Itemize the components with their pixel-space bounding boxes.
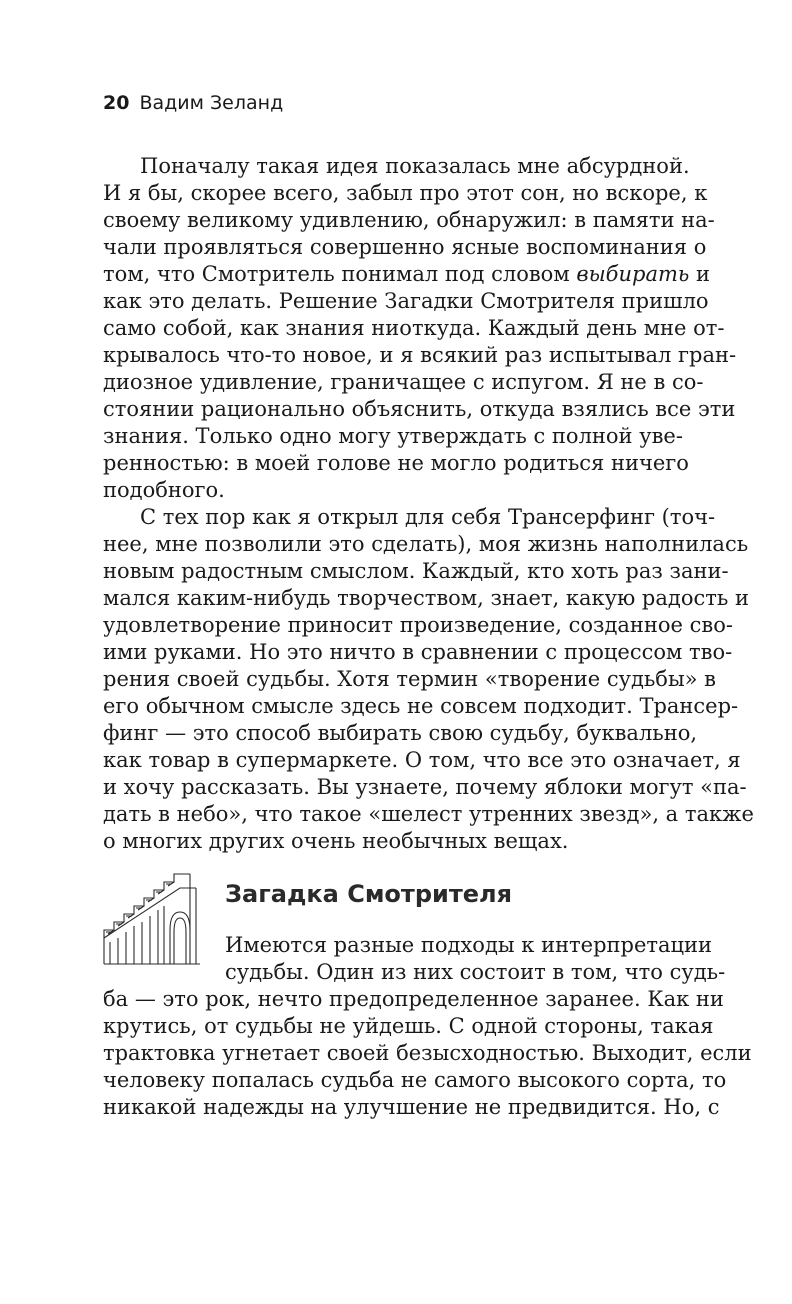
text-line: С тех пор как я открыл для себя Трансерфинг (точ- bbox=[140, 505, 716, 529]
author-name: Вадим Зеланд bbox=[139, 92, 284, 114]
text-line: Поначалу такая идея показалась мне абсурдной. bbox=[140, 154, 690, 178]
text-line: Имеются разные подходы к интерпретации bbox=[225, 933, 713, 957]
text-line: знания. Только одно могу утверждать с полной уве- bbox=[103, 424, 683, 448]
italic-term: выбирать bbox=[576, 262, 690, 286]
text-line: его обычном смысле здесь не совсем подходит. Трансер- bbox=[103, 694, 739, 718]
text-line: и хочу рассказать. Вы узнаете, почему яблоки могут «па- bbox=[103, 775, 747, 799]
text-line: стоянии рационально объяснить, откуда взялись все эти bbox=[103, 397, 736, 421]
text-line: дать в небо», что такое «шелест утренних звезд», а также bbox=[103, 802, 754, 826]
text-line: удовлетворение приносит произведение, созданное сво- bbox=[103, 613, 733, 637]
text-line-mixed bbox=[103, 261, 711, 287]
text-segment: и bbox=[696, 262, 711, 286]
text-line: ренностью: в моей голове не могло родиться ничего bbox=[103, 451, 689, 475]
text-line: нее, мне позволили это сделать), моя жизнь наполнилась bbox=[103, 532, 749, 556]
text-line: своему великому удивлению, обнаружил: в памяти на- bbox=[103, 208, 715, 232]
text-line: как это делать. Решение Загадки Смотрителя пришло bbox=[103, 289, 709, 313]
text-line: подобного. bbox=[103, 478, 225, 502]
text-line: ими руками. Но это ничто в сравнении с процессом тво- bbox=[103, 640, 733, 664]
staircase-arch-icon bbox=[100, 868, 212, 968]
text-line: рения своей судьбы. Хотя термин «творение судьбы» в bbox=[103, 667, 717, 691]
text-line: как товар в супермаркете. О том, что все это означает, я bbox=[103, 748, 741, 772]
text-line: финг — это способ выбирать свою судьбу, буквально, bbox=[103, 721, 698, 745]
text-line: человеку попалась судьба не самого высокого сорта, то bbox=[103, 1068, 727, 1092]
text-line: новым радостным смыслом. Каждый, кто хоть раз зани- bbox=[103, 559, 729, 583]
text-line: само собой, как знания ниоткуда. Каждый день мне от- bbox=[103, 316, 725, 340]
text-line: ба — это рок, нечто предопределенное заранее. Как ни bbox=[103, 987, 724, 1011]
text-line: чали проявляться совершенно ясные воспоминания о bbox=[103, 235, 707, 259]
text-segment: том, что Смотритель понимал под словом bbox=[103, 262, 570, 286]
text-line: трактовка угнетает своей безысходностью. Выходит, если bbox=[103, 1041, 752, 1065]
text-line: судьбы. Один из них состоит в том, что судь- bbox=[225, 960, 726, 984]
running-head bbox=[103, 92, 283, 114]
text-line: диозное удивление, граничащее с испугом. Я не в со- bbox=[103, 370, 704, 394]
text-line: крывалось что-то новое, и я всякий раз испытывал гран- bbox=[103, 343, 737, 367]
section-title: Загадка Смотрителя bbox=[225, 880, 513, 908]
text-line: И я бы, скорее всего, забыл про этот сон, но вскоре, к bbox=[103, 181, 708, 205]
text-line: мался каким-нибудь творчеством, знает, какую радость и bbox=[103, 586, 749, 610]
text-line: о многих других очень необычных вещах. bbox=[103, 829, 569, 853]
text-line: никакой надежды на улучшение не предвидится. Но, с bbox=[103, 1095, 720, 1119]
text-line: крутись, от судьбы не уйдешь. С одной стороны, такая bbox=[103, 1014, 714, 1038]
page-number: 20 bbox=[103, 92, 130, 114]
